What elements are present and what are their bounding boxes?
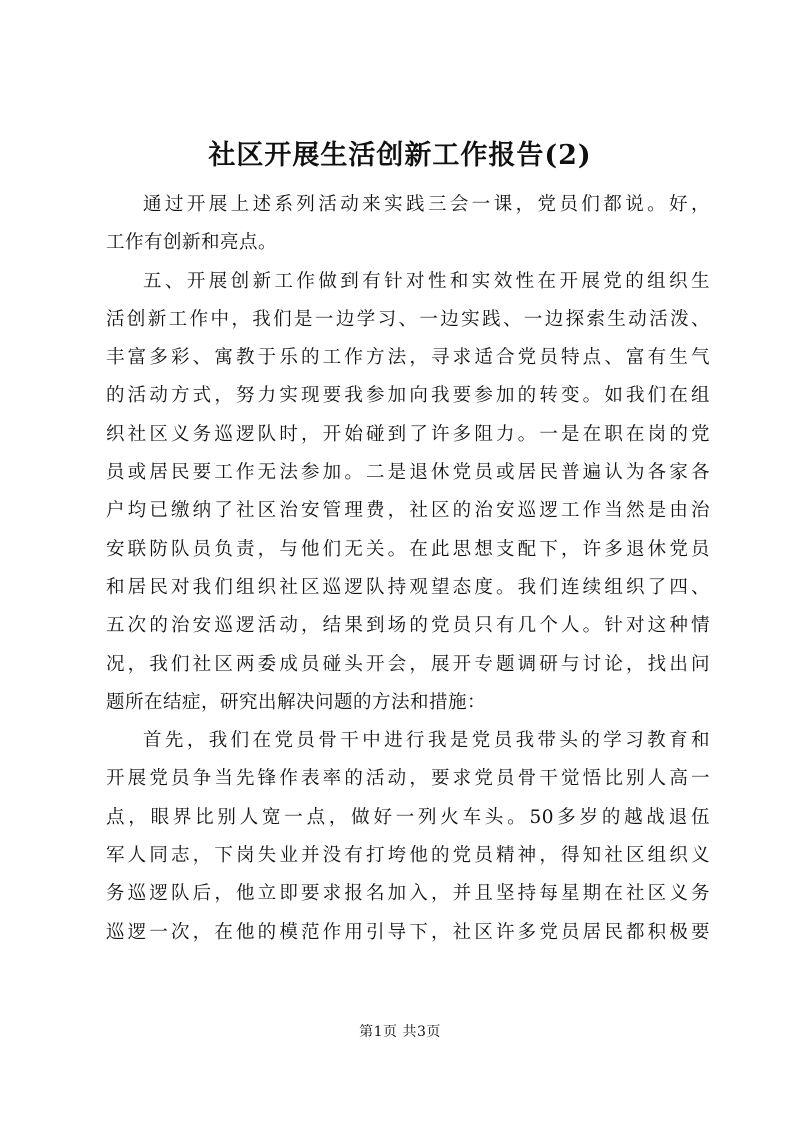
text-line: 开展党员争当先锋作表率的活动，要求党员骨干觉悟比别人高一 — [106, 768, 710, 790]
text-line: 员或居民要工作无法参加。二是退休党员或居民普遍认为各家各 — [106, 462, 710, 484]
text-line: 题所在结症，研究出解决问题的方法和措施： — [106, 691, 487, 713]
document-title: 社区开展生活创新工作报告(2) — [208, 140, 592, 171]
text-line: 军人同志，下岗失业并没有打垮他的党员精神，得知社区组织义 — [106, 845, 710, 867]
text-line: 点，眼界比别人宽一点，做好一列火车头。50多岁的越战退伍 — [106, 806, 710, 828]
text-line: 工作有创新和亮点。 — [106, 232, 278, 254]
text-line: 的活动方式，努力实现要我参加向我要参加的转变。如我们在组 — [106, 385, 710, 407]
text-line: 和居民对我们组织社区巡逻队持观望态度。我们连续组织了四、 — [106, 576, 710, 598]
text-line: 织社区义务巡逻队时，开始碰到了许多阻力。一是在职在岗的党 — [106, 423, 710, 445]
text-line: 首先，我们在党员骨干中进行我是党员我带头的学习教育和 — [143, 730, 710, 752]
text-line: 通过开展上述系列活动来实践三会一课，党员们都说。好， — [143, 194, 710, 215]
text-line: 丰富多彩、寓教于乐的工作方法，寻求适合党员特点、富有生气 — [106, 347, 710, 369]
text-line: 巡逻一次，在他的模范作用引导下，社区许多党员居民都积极要 — [106, 921, 710, 943]
text-line: 务巡逻队后，他立即要求报名加入，并且坚持每星期在社区义务 — [106, 883, 710, 905]
text-line: 户均已缴纳了社区治安管理费，社区的治安巡逻工作当然是由治 — [106, 500, 710, 522]
page-number-footer: 第1页 共3页 — [359, 1024, 441, 1040]
text-line: 五次的治安巡逻活动，结果到场的党员只有几个人。针对这种情 — [106, 615, 710, 637]
document-body — [106, 186, 710, 952]
text-line: 活创新工作中，我们是一边学习、一边实践、一边探索生动活泼、 — [106, 308, 710, 330]
text-line: 安联防队员负责，与他们无关。在此思想支配下，许多退休党员 — [106, 538, 710, 560]
text-line: 况，我们社区两委成员碰头开会，展开专题调研与讨论，找出问 — [106, 653, 710, 675]
text-line: 五、开展创新工作做到有针对性和实效性在开展党的组织生 — [143, 270, 710, 292]
